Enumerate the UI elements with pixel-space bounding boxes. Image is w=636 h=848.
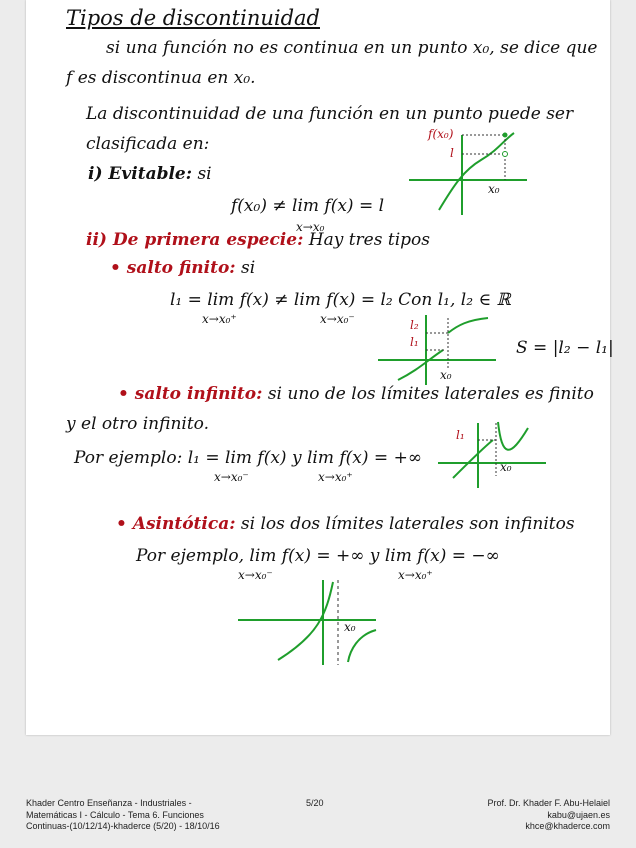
ejemplo1-formula: l₁ = lim f(x) y lim f(x) = +∞ [187,448,422,468]
salto-infinito-label: • salto infinito: [118,384,263,404]
evitable-si: si [197,164,212,184]
classification-line-2: clasificada en: [86,134,210,154]
footer-left-line-1: Khader Centro Enseñanza - Industriales - [26,798,192,808]
graph1-x0-label: x₀ [488,182,500,196]
document-page [26,0,614,735]
classification-line-1: La discontinuidad de una función en un punto puede ser [86,104,574,124]
graph4-x0-label: x₀ [344,620,356,634]
graph3-x0-label: x₀ [500,460,512,474]
footer-left [26,798,220,833]
ejemplo2-label: Por ejemplo, [136,546,244,566]
salto-infinito-row [118,384,594,404]
salto-infinito-graph [438,418,548,488]
ejemplo1-sub-2: x→x₀⁺ [318,470,353,484]
graph2-x0-label: x₀ [440,368,452,382]
salto-finito-label: • salto finito: [110,258,236,278]
salto-finito-s: S = |l₂ − l₁| [516,338,614,358]
evitable-formula: f(x₀) ≠ lim f(x) = l [231,196,385,216]
footer-right [487,798,610,833]
footer-email-1: kabu@ujaen.es [547,809,610,820]
ejemplo2-row [136,546,500,566]
footer-author: Prof. Dr. Khader F. Abu-Helaiel [487,798,610,808]
intro-line-1: si una función no es continua en un punto x₀, se dice que [106,38,598,58]
page-title: Tipos de discontinuidad [66,6,320,30]
ejemplo1-sub-1: x→x₀⁻ [214,470,249,484]
evitable-row [88,164,212,184]
evitable-graph [409,125,529,215]
graph2-l1-label: l₁ [410,335,419,349]
asintotica-text: si los dos límites laterales son infinitos [240,514,575,534]
ejemplo2-formula: lim f(x) = +∞ y lim f(x) = −∞ [249,546,500,566]
salto-infinito-text-2: y el otro infinito. [66,414,210,434]
salto-finito-formula: l₁ = lim f(x) ≠ lim f(x) = l₂ Con l₁, l₂ ∈ ℝ [170,290,511,310]
footer-left-line-2: Matemáticas I - Cálculo - Tema 6. Funciones [26,809,204,820]
intro-line-2: f es discontinua en x₀. [66,68,256,88]
salto-finito-sub-2: x→x₀⁻ [320,312,355,326]
primera-text: Hay tres tipos [308,230,430,250]
primera-row [86,230,430,250]
salto-infinito-text-1: si uno de los límites laterales es finito [267,384,594,404]
salto-finito-sub-1: x→x₀⁺ [202,312,237,326]
asintotica-row [116,514,575,534]
footer-left-line-3: Continuas-(10/12/14)-khaderce (5/20) - 18/10/16 [26,821,220,831]
ejemplo1-row [74,448,422,468]
footer-email-2: khce@khaderce.com [525,821,610,831]
graph1-l-label: l [450,146,454,160]
graph2-l2-label: l₂ [410,318,419,332]
graph1-fx0-label: f(x₀) [428,127,454,141]
evitable-subscript: x→x₀ [296,220,325,234]
salto-finito-si: si [241,258,256,278]
salto-finito-row [110,258,255,278]
asintotica-label: • Asintótica: [116,514,236,534]
graph3-l1-label: l₁ [456,428,465,442]
primera-label: ii) De primera especie: [86,230,304,250]
ejemplo2-sub-1: x→x₀⁻ [238,568,273,582]
salto-finito-graph [378,315,498,385]
ejemplo2-sub-2: x→x₀⁺ [398,568,433,582]
asintotica-graph [238,580,378,665]
footer-page-number: 5/20 [306,798,324,808]
ejemplo1-label: Por ejemplo: [74,448,183,468]
evitable-label: i) Evitable: [88,164,193,184]
